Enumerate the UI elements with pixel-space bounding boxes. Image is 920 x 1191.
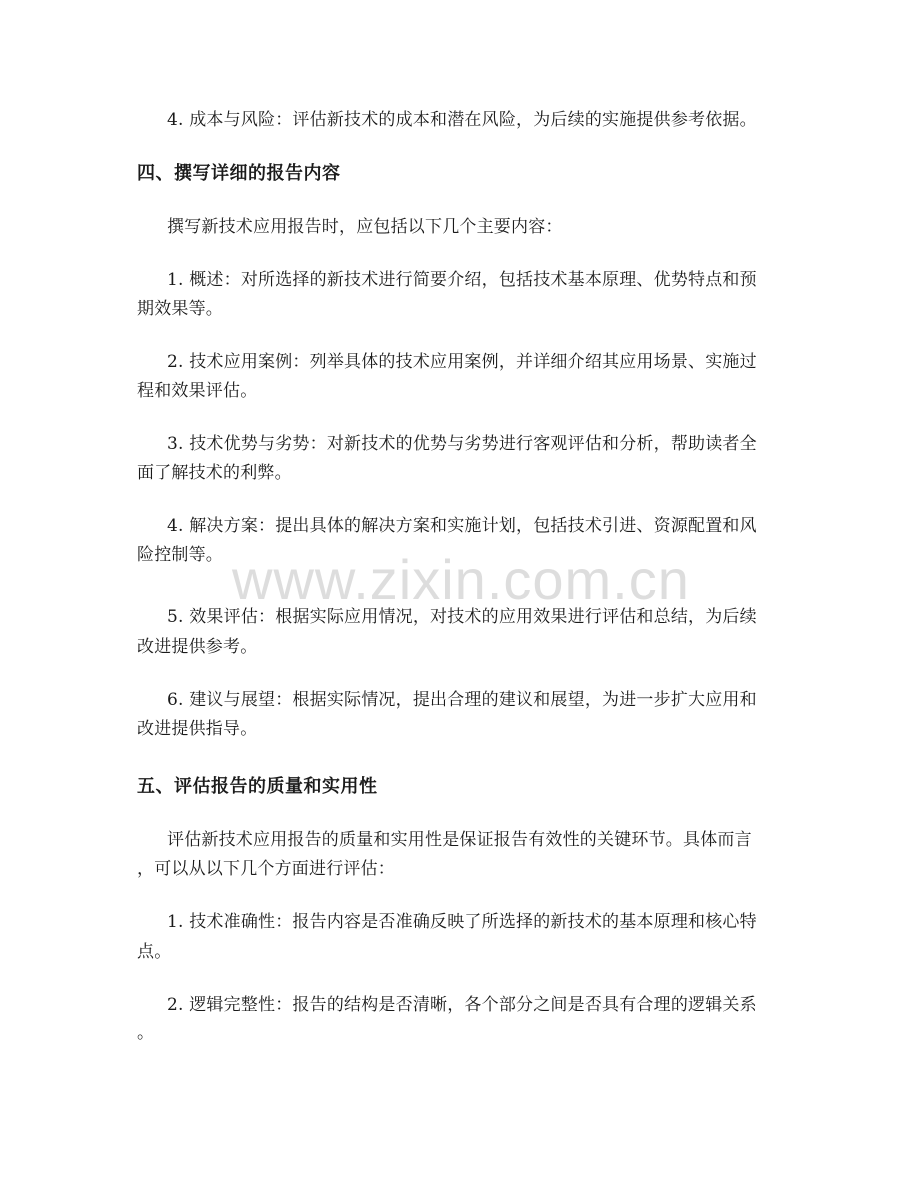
- list-item-line: 面了解技术的利弊。: [137, 463, 292, 483]
- list-item-line: 6. 建议与展望：根据实际情况，提出合理的建议和展望，为进一步扩大应用和: [167, 690, 757, 710]
- paragraph-line: 评估新技术应用报告的质量和实用性是保证报告有效性的关键环节。具体而言: [167, 830, 752, 850]
- list-item-line: 2. 逻辑完整性：报告的结构是否清晰，各个部分之间是否具有合理的逻辑关系: [167, 995, 757, 1015]
- list-item-line: 点。: [137, 942, 172, 962]
- list-item-line: 3. 技术优势与劣势：对新技术的优势与劣势进行客观评估和分析，帮助读者全: [167, 434, 757, 454]
- list-item-line: 险控制等。: [137, 545, 223, 565]
- list-item-line: 1. 概述：对所选择的新技术进行简要介绍，包括技术基本原理、优势特点和预: [167, 270, 757, 290]
- list-item-line: 。: [137, 1023, 155, 1043]
- paragraph-line: 4. 成本与风险：评估新技术的成本和潜在风险，为后续的实施提供参考依据。: [167, 110, 757, 130]
- watermark: www.zixin.com.cn: [232, 548, 690, 611]
- list-item-line: 改进提供指导。: [137, 719, 258, 739]
- list-item-line: 改进提供参考。: [137, 637, 258, 657]
- section-heading-5: 五、评估报告的质量和实用性: [137, 776, 378, 797]
- paragraph-line: ，可以从以下几个方面进行评估：: [137, 859, 395, 879]
- list-item-line: 4. 解决方案：提出具体的解决方案和实施计划，包括技术引进、资源配置和风: [167, 516, 757, 536]
- list-item-line: 2. 技术应用案例：列举具体的技术应用案例，并详细介绍其应用场景、实施过: [167, 352, 757, 372]
- section-heading-4: 四、撰写详细的报告内容: [137, 163, 341, 184]
- list-item-line: 1. 技术准确性：报告内容是否准确反映了所选择的新技术的基本原理和核心特: [167, 912, 757, 932]
- list-item-line: 5. 效果评估：根据实际应用情况，对技术的应用效果进行评估和总结，为后续: [167, 607, 757, 627]
- list-item-line: 程和效果评估。: [137, 381, 258, 401]
- paragraph-line: 撰写新技术应用报告时，应包括以下几个主要内容：: [167, 217, 563, 237]
- list-item-line: 期效果等。: [137, 299, 223, 319]
